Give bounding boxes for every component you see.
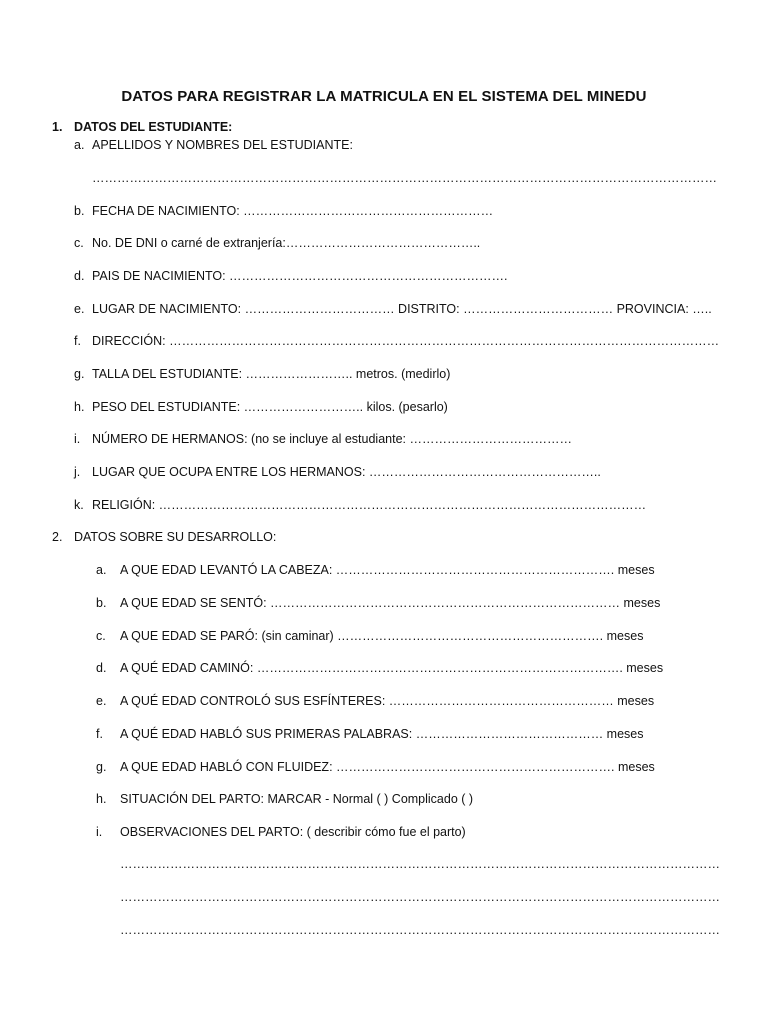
item-1i <box>74 431 572 447</box>
item-1e <box>74 301 712 317</box>
observations-blank-line <box>120 856 720 872</box>
item-text: NÚMERO DE HERMANOS: (no se incluye al estudiante: ………………………………… <box>92 432 572 446</box>
item-1h <box>74 399 448 415</box>
item-text: A QUÉ EDAD CONTROLÓ SUS ESFÍNTERES: ……………………………………………… meses <box>120 694 655 708</box>
document-title: DATOS PARA REGISTRAR LA MATRICULA EN EL SISTEMA DEL MINEDU <box>121 88 647 105</box>
item-2a <box>96 562 655 578</box>
item-2i <box>96 824 466 840</box>
item-text: DIRECCIÓN: …………………………………………………………………………………………………………………… <box>92 334 720 348</box>
item-text: A QUE EDAD LEVANTÓ LA CABEZA: …………………………………………………………. meses <box>120 563 655 577</box>
item-letter: k. <box>74 498 84 512</box>
item-text: A QUE EDAD HABLÓ CON FLUIDEZ: …………………………………………………………. meses <box>120 760 655 774</box>
blank-line: ……………………………………………………………………………………………………………………………… <box>120 923 720 937</box>
item-2e <box>96 693 654 709</box>
item-2f <box>96 726 643 742</box>
item-text: No. DE DNI o carné de extranjería:……………………………………….. <box>92 236 481 250</box>
section-1-heading <box>52 119 232 135</box>
item-text: A QUÉ EDAD CAMINÓ: ……………………………………………………………………………. meses <box>120 661 664 675</box>
item-1c <box>74 235 480 251</box>
item-text: LUGAR DE NACIMIENTO: ……………………………… DISTRITO: ……………………………… PROVINCIA: ….. <box>92 302 712 316</box>
blank-line: ……………………………………………………………………………………………………………………………… <box>120 857 720 871</box>
item-letter: i. <box>74 432 81 446</box>
item-text: TALLA DEL ESTUDIANTE: …………………….. metros. (medirlo) <box>92 367 451 381</box>
item-2g <box>96 759 655 775</box>
item-1j <box>74 464 601 480</box>
item-letter: g. <box>74 367 85 381</box>
section-2-heading <box>52 529 276 545</box>
item-1b <box>74 203 493 219</box>
item-text: A QUE EDAD SE PARÓ: (sin caminar) ………………………………………………………. meses <box>120 629 644 643</box>
observations-blank-line <box>120 889 720 905</box>
item-letter: h. <box>96 792 107 806</box>
blank-line: …………………………………………………………………………………………………………………………………… <box>92 171 717 185</box>
item-letter: e. <box>74 302 85 316</box>
item-1d <box>74 268 508 284</box>
section-2-title: DATOS SOBRE SU DESARROLLO: <box>74 530 277 544</box>
item-text: FECHA DE NACIMIENTO: …………………………………………………… <box>92 204 494 218</box>
item-letter: e. <box>96 694 107 708</box>
item-1a <box>74 137 353 153</box>
item-text: SITUACIÓN DEL PARTO: MARCAR - Normal ( ) Complicado ( ) <box>120 792 474 806</box>
item-letter: g. <box>96 760 107 774</box>
observations-blank-line <box>120 922 720 938</box>
item-text: RELIGIÓN: ……………………………………………………………………………………………………… <box>92 498 647 512</box>
item-letter: c. <box>74 236 84 250</box>
item-letter: d. <box>74 269 85 283</box>
item-1k <box>74 497 646 513</box>
item-2b <box>96 595 660 611</box>
item-2c <box>96 628 643 644</box>
blank-line: ……………………………………………………………………………………………………………………………… <box>120 890 720 904</box>
item-text: APELLIDOS Y NOMBRES DEL ESTUDIANTE: <box>92 138 353 152</box>
section-1-title: DATOS DEL ESTUDIANTE: <box>74 120 233 134</box>
item-1f <box>74 333 719 349</box>
item-text: PAIS DE NACIMIENTO: …………………………………………………………. <box>92 269 508 283</box>
item-1a-blank-line <box>92 170 717 186</box>
item-letter: a. <box>74 138 85 152</box>
item-letter: b. <box>96 596 107 610</box>
item-text: LUGAR QUE OCUPA ENTRE LOS HERMANOS: ……………………………………………….. <box>92 465 601 479</box>
item-letter: j. <box>74 465 81 479</box>
item-letter: h. <box>74 400 85 414</box>
item-letter: f. <box>96 727 103 741</box>
item-text: A QUÉ EDAD HABLÓ SUS PRIMERAS PALABRAS: ……………………………………… meses <box>120 727 644 741</box>
section-2-number: 2. <box>52 530 63 544</box>
item-1g <box>74 366 450 382</box>
item-2d <box>96 660 663 676</box>
item-letter: d. <box>96 661 107 675</box>
item-letter: b. <box>74 204 85 218</box>
item-letter: i. <box>96 825 103 839</box>
section-1-number: 1. <box>52 120 63 134</box>
item-letter: a. <box>96 563 107 577</box>
item-2h <box>96 791 473 807</box>
item-text: A QUE EDAD SE SENTÓ: ………………………………………………………………………… meses <box>120 596 661 610</box>
item-letter: c. <box>96 629 106 643</box>
item-text: OBSERVACIONES DEL PARTO: ( describir cómo fue el parto) <box>120 825 466 839</box>
item-letter: f. <box>74 334 81 348</box>
item-text: PESO DEL ESTUDIANTE: ……………………….. kilos. (pesarlo) <box>92 400 448 414</box>
